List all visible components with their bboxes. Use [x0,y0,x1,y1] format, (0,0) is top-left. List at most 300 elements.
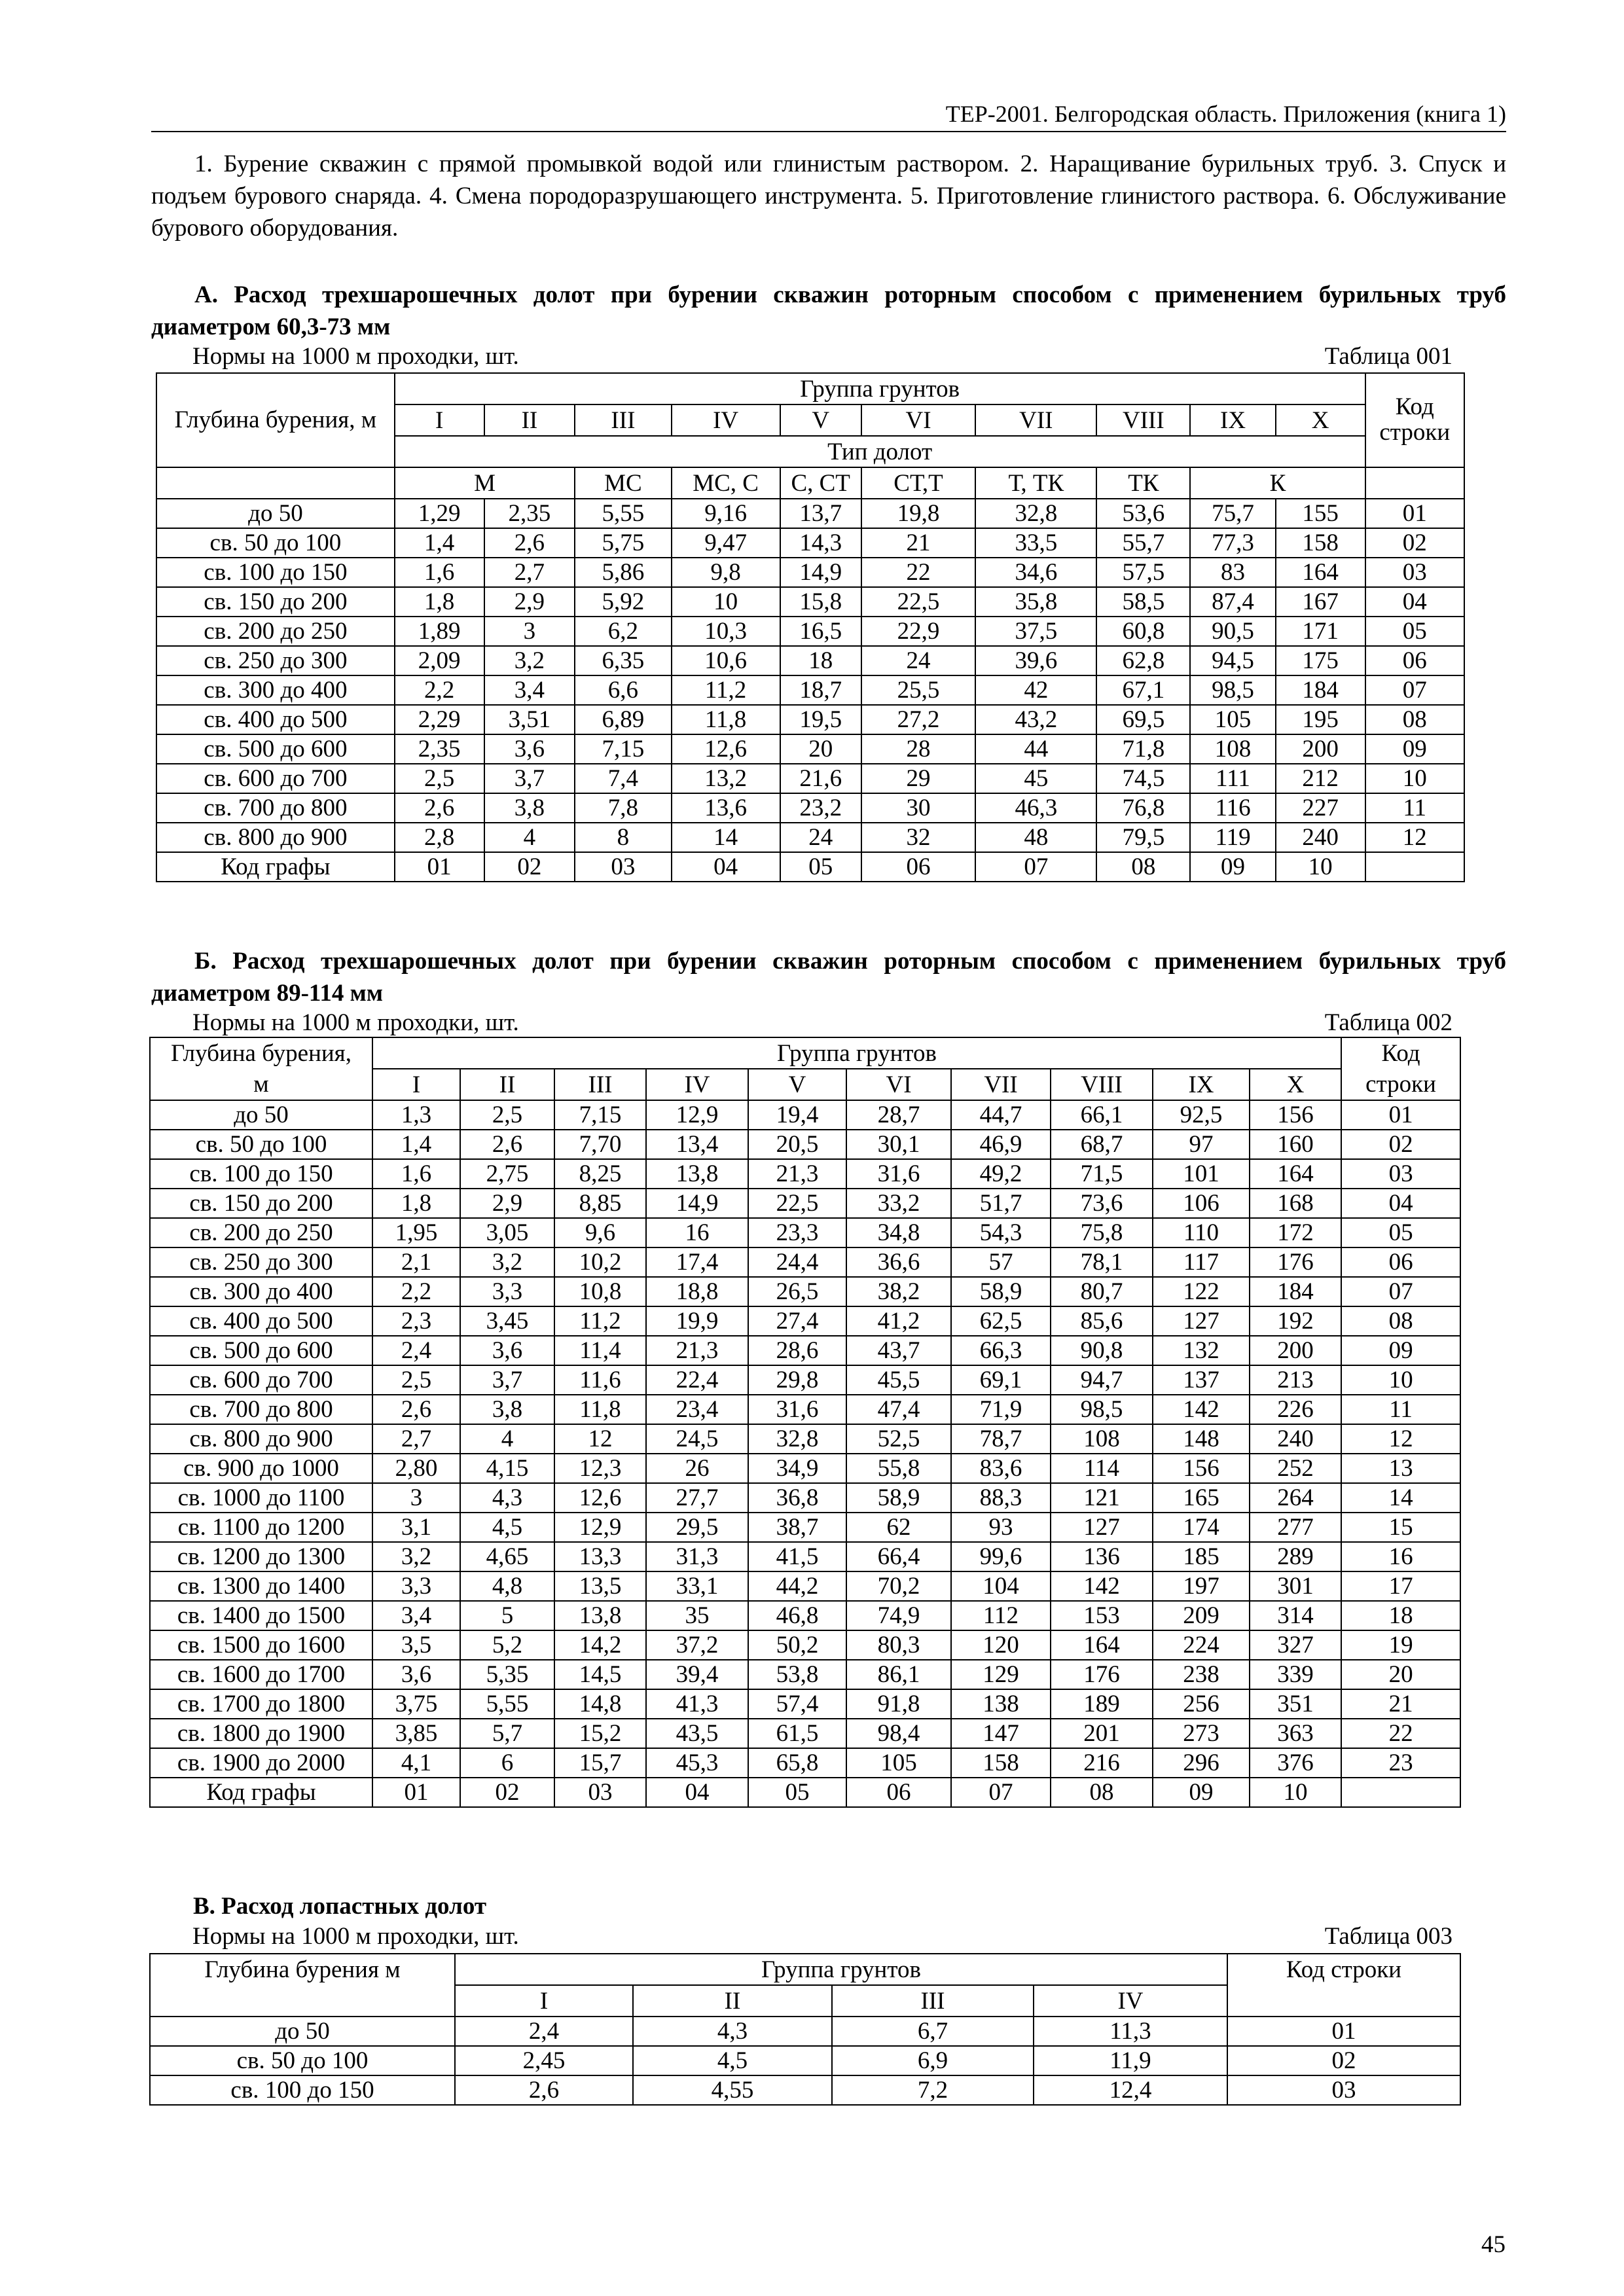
bit-type-cell: М [395,467,575,499]
value-cell: 213 [1250,1365,1341,1395]
value-cell: 48 [975,823,1096,852]
value-cell: 1,4 [395,528,484,558]
value-cell: 54,3 [951,1218,1051,1247]
value-cell: 13,2 [672,764,780,793]
value-cell: 2,3 [372,1306,460,1336]
value-cell: 5,75 [575,528,671,558]
section-b-title: Б. Расход трехшарошечных долот при бурении скважин роторным способом с применением бурильных труб диаметром 89-114 мм [151,948,1506,1007]
depth-header-unit: м [150,1069,372,1100]
value-cell: 12,9 [554,1513,646,1542]
value-cell: 3,75 [372,1689,460,1719]
value-cell: 22 [861,558,976,587]
table-row [150,1630,1460,1660]
depth-cell: св. 100 до 150 [150,2075,455,2105]
table-row [150,2075,1460,2105]
value-cell: 21,6 [780,764,861,793]
value-cell: 110 [1153,1218,1250,1247]
column-code-cell: 10 [1276,852,1365,882]
value-cell: 4,65 [460,1542,554,1571]
value-cell: 19,4 [748,1100,846,1130]
value-cell: 1,29 [395,499,484,528]
value-cell: 142 [1051,1571,1153,1601]
value-cell: 2,09 [395,646,484,675]
bit-type-cell: МС, С [672,467,780,499]
value-cell: 129 [951,1660,1051,1689]
value-cell: 29,5 [646,1513,748,1542]
value-cell: 164 [1051,1630,1153,1660]
table-row [150,2046,1460,2075]
value-cell: 34,6 [975,558,1096,587]
value-cell: 105 [846,1748,951,1778]
value-cell: 13,7 [780,499,861,528]
value-cell: 68,7 [1051,1130,1153,1159]
value-cell: 10 [672,587,780,617]
value-cell: 91,8 [846,1689,951,1719]
depth-cell: св. 400 до 500 [150,1306,372,1336]
value-cell: 3,85 [372,1719,460,1748]
value-cell: 41,2 [846,1306,951,1336]
value-cell: 75,8 [1051,1218,1153,1247]
value-cell: 13,8 [554,1601,646,1630]
value-cell: 10,2 [554,1247,646,1277]
row-code-cell: 17 [1341,1571,1460,1601]
value-cell: 227 [1276,793,1365,823]
value-cell: 8,85 [554,1189,646,1218]
value-cell: 4,5 [633,2046,832,2075]
value-cell: 73,6 [1051,1189,1153,1218]
value-cell: 62,8 [1096,646,1190,675]
bit-type-header: Тип долот [395,436,1365,467]
value-cell: 66,1 [1051,1100,1153,1130]
row-code-cell: 05 [1341,1218,1460,1247]
depth-cell: св. 1000 до 1100 [150,1483,372,1513]
value-cell: 1,89 [395,617,484,646]
column-code-cell: 02 [484,852,575,882]
value-cell: 16 [646,1218,748,1247]
value-cell: 57,4 [748,1689,846,1719]
value-cell: 3,2 [372,1542,460,1571]
table-row [150,1660,1460,1689]
value-cell: 23,4 [646,1395,748,1424]
value-cell: 45,3 [646,1748,748,1778]
value-cell: 31,3 [646,1542,748,1571]
value-cell: 60,8 [1096,617,1190,646]
value-cell: 117 [1153,1247,1250,1277]
value-cell: 65,8 [748,1748,846,1778]
value-cell: 2,4 [455,2017,633,2046]
value-cell: 20,5 [748,1130,846,1159]
value-cell: 20 [780,734,861,764]
value-cell: 3,6 [460,1336,554,1365]
value-cell: 121 [1051,1483,1153,1513]
value-cell: 98,5 [1190,675,1275,705]
value-cell: 87,4 [1190,587,1275,617]
value-cell: 27,4 [748,1306,846,1336]
value-cell: 3,4 [372,1601,460,1630]
value-cell: 85,6 [1051,1306,1153,1336]
value-cell: 6,35 [575,646,671,675]
value-cell: 3,4 [484,675,575,705]
value-cell: 34,9 [748,1454,846,1483]
value-cell: 2,1 [372,1247,460,1277]
depth-cell: св. 1900 до 2000 [150,1748,372,1778]
depth-cell: св. 600 до 700 [150,1365,372,1395]
depth-cell: св. 500 до 600 [150,1336,372,1365]
value-cell: 90,8 [1051,1336,1153,1365]
section-a-title: А. Расход трехшарошечных долот при бурении скважин роторным способом с применением бурильных труб диаметром 60,3-73 мм [151,281,1506,340]
group-column-header: IV [672,404,780,436]
depth-cell: св. 300 до 400 [150,1277,372,1306]
value-cell: 16,5 [780,617,861,646]
footer-label: Код графы [156,852,395,882]
value-cell: 9,47 [672,528,780,558]
value-cell: 44,2 [748,1571,846,1601]
value-cell: 22,9 [861,617,976,646]
value-cell: 147 [951,1719,1051,1748]
value-cell: 15,2 [554,1719,646,1748]
depth-cell: св. 600 до 700 [156,764,395,793]
value-cell: 7,15 [554,1100,646,1130]
value-cell: 94,7 [1051,1365,1153,1395]
column-code-cell: 03 [575,852,671,882]
value-cell: 69,1 [951,1365,1051,1395]
value-cell: 13,4 [646,1130,748,1159]
value-cell: 27,7 [646,1483,748,1513]
value-cell: 6,7 [832,2017,1034,2046]
row-code-cell: 03 [1227,2075,1460,2105]
value-cell: 2,35 [484,499,575,528]
depth-cell: св. 400 до 500 [156,705,395,734]
code-header: Код строки [1227,1954,1460,1985]
value-cell: 12,6 [672,734,780,764]
value-cell: 34,8 [846,1218,951,1247]
group-header: Группа грунтов [372,1037,1341,1069]
value-cell: 46,9 [951,1130,1051,1159]
value-cell: 101 [1153,1159,1250,1189]
value-cell: 14,9 [780,558,861,587]
depth-cell: св. 300 до 400 [156,675,395,705]
table-row [150,1100,1460,1130]
value-cell: 3,8 [484,793,575,823]
value-cell: 26,5 [748,1277,846,1306]
value-cell: 22,5 [861,587,976,617]
value-cell: 24 [861,646,976,675]
value-cell: 25,5 [861,675,976,705]
row-code-cell: 06 [1341,1247,1460,1277]
value-cell: 11,6 [554,1365,646,1395]
value-cell: 39,6 [975,646,1096,675]
value-cell: 6,2 [575,617,671,646]
value-cell: 24,5 [646,1424,748,1454]
section-a-table-label: Таблица 001 [1324,343,1453,370]
depth-cell: св. 250 до 300 [150,1247,372,1277]
value-cell: 6,89 [575,705,671,734]
value-cell: 7,4 [575,764,671,793]
row-code-cell: 11 [1365,793,1465,823]
value-cell: 21 [861,528,976,558]
value-cell: 23,3 [748,1218,846,1247]
column-code-cell: 08 [1096,852,1190,882]
value-cell: 174 [1153,1513,1250,1542]
value-cell: 53,8 [748,1660,846,1689]
depth-cell: до 50 [150,1100,372,1130]
value-cell: 185 [1153,1542,1250,1571]
value-cell: 137 [1153,1365,1250,1395]
value-cell: 2,2 [395,675,484,705]
value-cell: 11,8 [554,1395,646,1424]
value-cell: 12,3 [554,1454,646,1483]
value-cell: 78,7 [951,1424,1051,1454]
depth-cell: св. 1700 до 1800 [150,1689,372,1719]
bit-type-cell: ТК [1096,467,1190,499]
value-cell: 8,25 [554,1159,646,1189]
value-cell: 37,2 [646,1630,748,1660]
table-row [156,705,1464,734]
value-cell: 66,4 [846,1542,951,1571]
value-cell: 3 [372,1483,460,1513]
value-cell: 136 [1051,1542,1153,1571]
value-cell: 12,6 [554,1483,646,1513]
value-cell: 29 [861,764,976,793]
value-cell: 2,80 [372,1454,460,1483]
row-code-cell: 12 [1365,823,1465,852]
value-cell: 2,6 [455,2075,633,2105]
value-cell: 153 [1051,1601,1153,1630]
column-code-cell: 05 [780,852,861,882]
depth-cell: св. 800 до 900 [156,823,395,852]
table-row [150,1130,1460,1159]
value-cell: 36,6 [846,1247,951,1277]
value-cell: 127 [1153,1306,1250,1336]
value-cell: 80,7 [1051,1277,1153,1306]
column-code-cell: 05 [748,1778,846,1807]
depth-cell: св. 100 до 150 [156,558,395,587]
value-cell: 158 [1276,528,1365,558]
row-code-cell: 01 [1227,2017,1460,2046]
table-003 [149,1953,1461,2106]
value-cell: 62 [846,1513,951,1542]
depth-cell: св. 1200 до 1300 [150,1542,372,1571]
depth-cell: св. 1500 до 1600 [150,1630,372,1660]
value-cell: 71,9 [951,1395,1051,1424]
value-cell: 2,9 [460,1189,554,1218]
value-cell: 3,51 [484,705,575,734]
group-column-header: I [395,404,484,436]
value-cell: 158 [951,1748,1051,1778]
value-cell: 3,5 [372,1630,460,1660]
value-cell: 47,4 [846,1395,951,1424]
bit-type-cell: СТ,Т [861,467,976,499]
value-cell: 79,5 [1096,823,1190,852]
value-cell: 3,3 [460,1277,554,1306]
value-cell: 197 [1153,1571,1250,1601]
value-cell: 192 [1250,1306,1341,1336]
value-cell: 19,9 [646,1306,748,1336]
depth-cell: св. 100 до 150 [150,1159,372,1189]
value-cell: 39,4 [646,1660,748,1689]
running-header: ТЕР-2001. Белгородская область. Приложения (книга 1) [945,101,1506,127]
value-cell: 69,5 [1096,705,1190,734]
value-cell: 3 [484,617,575,646]
bit-type-cell: С, СТ [780,467,861,499]
value-cell: 18,8 [646,1277,748,1306]
value-cell: 156 [1153,1454,1250,1483]
value-cell: 32,8 [975,499,1096,528]
value-cell: 111 [1190,764,1275,793]
group-column-header: V [748,1069,846,1100]
column-code-cell: 07 [951,1778,1051,1807]
value-cell: 155 [1276,499,1365,528]
group-column-header: VI [861,404,976,436]
value-cell: 15,7 [554,1748,646,1778]
value-cell: 184 [1250,1277,1341,1306]
depth-cell: св. 50 до 100 [156,528,395,558]
value-cell: 7,70 [554,1130,646,1159]
value-cell: 74,9 [846,1601,951,1630]
value-cell: 277 [1250,1513,1341,1542]
value-cell: 99,6 [951,1542,1051,1571]
value-cell: 142 [1153,1395,1250,1424]
value-cell: 176 [1250,1247,1341,1277]
value-cell: 6,9 [832,2046,1034,2075]
value-cell: 189 [1051,1689,1153,1719]
value-cell: 11,9 [1034,2046,1227,2075]
value-cell: 226 [1250,1395,1341,1424]
value-cell: 184 [1276,675,1365,705]
value-cell: 14,8 [554,1689,646,1719]
value-cell: 2,6 [372,1395,460,1424]
value-cell: 14 [672,823,780,852]
value-cell: 176 [1051,1660,1153,1689]
column-code-cell: 01 [372,1778,460,1807]
row-code-cell: 23 [1341,1748,1460,1778]
value-cell: 62,5 [951,1306,1051,1336]
value-cell: 13,3 [554,1542,646,1571]
value-cell: 44,7 [951,1100,1051,1130]
value-cell: 3,6 [484,734,575,764]
value-cell: 32,8 [748,1424,846,1454]
footer-empty-cell [1341,1778,1460,1807]
value-cell: 1,95 [372,1218,460,1247]
value-cell: 76,8 [1096,793,1190,823]
value-cell: 339 [1250,1660,1341,1689]
table-row [150,1601,1460,1630]
value-cell: 13,8 [646,1159,748,1189]
value-cell: 127 [1051,1513,1153,1542]
value-cell: 2,2 [372,1277,460,1306]
value-cell: 2,75 [460,1159,554,1189]
value-cell: 114 [1051,1454,1153,1483]
value-cell: 14,3 [780,528,861,558]
value-cell: 44 [975,734,1096,764]
value-cell: 42 [975,675,1096,705]
column-code-cell: 07 [975,852,1096,882]
group-column-header: IX [1190,404,1275,436]
value-cell: 3,2 [484,646,575,675]
value-cell: 55,7 [1096,528,1190,558]
value-cell: 5,92 [575,587,671,617]
row-code-cell: 05 [1365,617,1465,646]
value-cell: 6,6 [575,675,671,705]
row-code-cell: 02 [1227,2046,1460,2075]
column-code-cell: 06 [861,852,976,882]
table-row [150,1218,1460,1247]
group-column-header: VIII [1051,1069,1153,1100]
row-code-cell: 06 [1365,646,1465,675]
depth-cell: св. 700 до 800 [150,1395,372,1424]
code-header: Код [1341,1037,1460,1069]
depth-header: Глубина бурения м [150,1954,455,1985]
value-cell: 11,8 [672,705,780,734]
value-cell: 2,6 [460,1130,554,1159]
row-code-cell: 02 [1341,1130,1460,1159]
value-cell: 88,3 [951,1483,1051,1513]
value-cell: 30,1 [846,1130,951,1159]
value-cell: 12,9 [646,1100,748,1130]
group-column-header: VII [951,1069,1051,1100]
value-cell: 58,9 [951,1277,1051,1306]
depth-cell: св. 200 до 250 [156,617,395,646]
value-cell: 273 [1153,1719,1250,1748]
value-cell: 2,7 [484,558,575,587]
depth-cell: св. 500 до 600 [156,734,395,764]
row-code-cell: 10 [1341,1365,1460,1395]
value-cell: 19,5 [780,705,861,734]
column-code-cell: 04 [672,852,780,882]
column-code-cell: 04 [646,1778,748,1807]
value-cell: 37,5 [975,617,1096,646]
table-row [156,528,1464,558]
value-cell: 86,1 [846,1660,951,1689]
value-cell: 160 [1250,1130,1341,1159]
row-code-cell: 21 [1341,1689,1460,1719]
column-code-cell: 08 [1051,1778,1153,1807]
row-code-cell: 22 [1341,1719,1460,1748]
value-cell: 41,5 [748,1542,846,1571]
section-a-norm: Нормы на 1000 м проходки, шт. [192,343,519,370]
value-cell: 8 [575,823,671,852]
row-code-cell: 07 [1365,675,1465,705]
depth-cell: до 50 [150,2017,455,2046]
value-cell: 3,2 [460,1247,554,1277]
value-cell: 4,5 [460,1513,554,1542]
bit-type-cell: К [1190,467,1365,499]
row-code-cell: 09 [1341,1336,1460,1365]
value-cell: 112 [951,1601,1051,1630]
header-rule [151,131,1506,132]
group-column-header: II [633,1985,832,2017]
value-cell: 2,6 [395,793,484,823]
section-b-norm-line [192,1008,1453,1038]
row-code-cell: 20 [1341,1660,1460,1689]
value-cell: 108 [1051,1424,1153,1454]
depth-header: Глубина бурения, [150,1037,372,1069]
group-column-header: II [460,1069,554,1100]
value-cell: 30 [861,793,976,823]
group-header: Группа грунтов [455,1954,1227,1985]
value-cell: 12,4 [1034,2075,1227,2105]
group-column-header: II [484,404,575,436]
value-cell: 53,6 [1096,499,1190,528]
value-cell: 10,8 [554,1277,646,1306]
value-cell: 4,55 [633,2075,832,2105]
value-cell: 2,6 [484,528,575,558]
depth-cell: св. 250 до 300 [156,646,395,675]
footer-label: Код графы [150,1778,372,1807]
footer-row [150,1778,1460,1807]
code-header-spacer [1227,1985,1460,2017]
footer-row [156,852,1464,882]
